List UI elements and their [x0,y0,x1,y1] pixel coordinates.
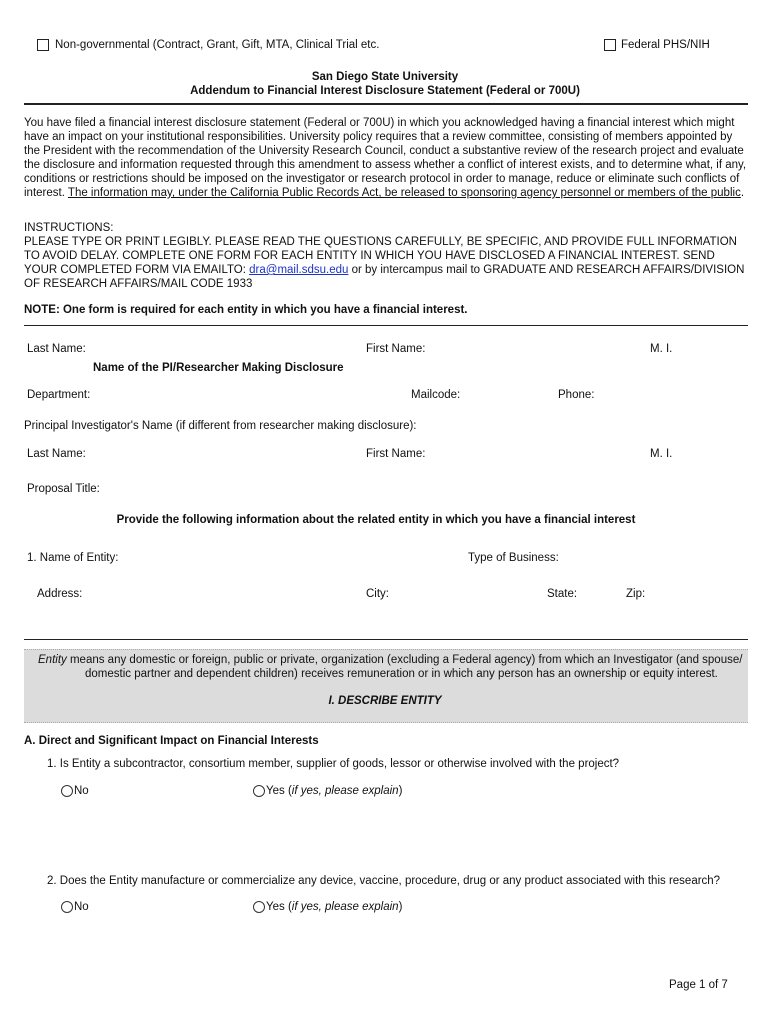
non-governmental-checkbox[interactable] [37,39,49,51]
instructions-divider [24,325,748,326]
entity-definition-line [38,653,742,667]
one-form-note: NOTE: One form is required for each entity in which you have a financial interest. [24,304,468,316]
mailcode-label: Mailcode: [411,389,461,401]
entity-divider [24,639,748,640]
instructions-heading: INSTRUCTIONS: [24,222,114,234]
describe-entity-heading: I. DESCRIBE ENTITY [328,695,442,707]
page-number: Page 1 of 7 [669,979,728,991]
q1-no-radio[interactable] [61,785,73,797]
business-type-label: Type of Business: [468,552,559,564]
phone-label: Phone: [558,389,595,401]
q1-yes-label: Yes (if yes, please explain) [266,785,403,797]
entity-term: Entity [38,654,67,666]
university-name: San Diego State University [311,71,459,83]
send-form-text: YOUR COMPLETED FORM VIA EMAILTO: [24,264,246,276]
q2-yes-radio[interactable] [253,901,265,913]
proposal-title-label: Proposal Title: [27,483,100,495]
department-label: Department: [27,389,91,401]
non-governmental-label: Non-governmental (Contract, Grant, Gift, MTA, Clinical Trial etc. [55,39,380,51]
federal-phs-label: Federal PHS/NIH [621,39,710,51]
state-label: State: [547,588,578,600]
pi-first-name-label: First Name: [366,448,426,460]
q1-yes-radio[interactable] [253,785,265,797]
instructions-line: PLEASE TYPE OR PRINT LEGIBLY. PLEASE READ THE QUESTIONS CAREFULLY, BE SPECIFIC, AND PROVIDE FULL INFORMATION [24,236,737,248]
form-title: Addendum to Financial Interest Disclosure Statement (Federal or 700U) [190,85,580,97]
question-2: 2. Does the Entity manufacture or commercialize any device, vaccine, procedure, drug or any product associated with this research? [47,875,721,887]
address-label: Address: [37,588,83,600]
researcher-mi-label: M. I. [650,343,673,355]
instructions-line: OF RESEARCH AFFAIRS/MAIL CODE 1933 [24,278,253,290]
header-divider [24,103,748,105]
public-records-notice: The information may, under the California Public Records Act, be released to sponsoring agency personnel or members of the public [67,187,741,199]
q2-no-radio[interactable] [61,901,73,913]
intro-paragraph: You have filed a financial interest disclosure statement (Federal or 700U) in which you acknowledged having a financial interest which might have an impact on your institutional responsibilities. University policy requires that a review committee, consisting of members appointed by the President with the recommendation of the University Research Council, conduct a substantive review of the research project and evaluate the disclosure and information requested through this amendment to assess whether a conflict of interest exists, and to determine what, if any, conditions or restrictions should be imposed on the investigator or research protocol in order to manage, reduce or eliminate such conflicts of interest. The information may, under the California Public Records Act, be released to sponsoring agency personnel or members of the public. [24,117,747,199]
pi-name-label: Principal Investigator's Name (if different from researcher making disclosure): [24,420,417,432]
researcher-last-name-label: Last Name: [27,343,86,355]
q1-no-label: No [74,785,89,797]
zip-label: Zip: [626,588,646,600]
researcher-first-name-label: First Name: [366,343,426,355]
entity-definition-text: means any domestic or foreign, public or private, organization (excluding a Federal agency) from which an Investigator (and spouse/ [69,654,743,666]
mail-instructions-text: or by intercampus mail to GRADUATE AND RESEARCH AFFAIRS/DIVISION [351,264,745,276]
city-label: City: [366,588,389,600]
entity-definition-line: domestic partner and dependent children) receives remuneration or in which any person has an ownership or equity interest. [85,668,718,680]
instructions-line [24,263,744,277]
q2-no-label: No [74,901,89,913]
email-link[interactable]: dra@mail.sdsu.edu [249,264,349,276]
pi-mi-label: M. I. [650,448,673,460]
entity-info-heading: Provide the following information about the related entity in which you have a financial interest [116,514,636,526]
pi-last-name-label: Last Name: [27,448,86,460]
entity-name-label: 1. Name of Entity: [27,552,119,564]
section-a-title: A. Direct and Significant Impact on Financial Interests [24,735,319,747]
instructions-line: TO AVOID DELAY. COMPLETE ONE FORM FOR EACH ENTITY IN WHICH YOU HAVE DISCLOSED A FINANCIAL INTEREST. SEND [24,250,715,262]
federal-phs-checkbox[interactable] [604,39,616,51]
intro-text: You have filed a financial interest disclosure statement (Federal or 700U) in which you acknowledged having a financial interest which might have an impact on your institutional responsibilities. University policy requires that a review committee, consisting of members appointed by the President with the recommendation of the University Research Council, conduct a substantive review of the research project and evaluate the disclosure and information requested through this amendment to assess whether a conflict of interest exists, and to determine what, if any, conditions or restrictions should be imposed on the investigator or research protocol in order to manage, reduce or eliminate such conflicts of interest. [24,117,747,199]
researcher-section-title: Name of the PI/Researcher Making Disclosure [93,362,344,374]
question-1: 1. Is Entity a subcontractor, consortium member, supplier of goods, lessor or otherwise involved with the project? [47,758,620,770]
q2-yes-label: Yes (if yes, please explain) [266,901,403,913]
